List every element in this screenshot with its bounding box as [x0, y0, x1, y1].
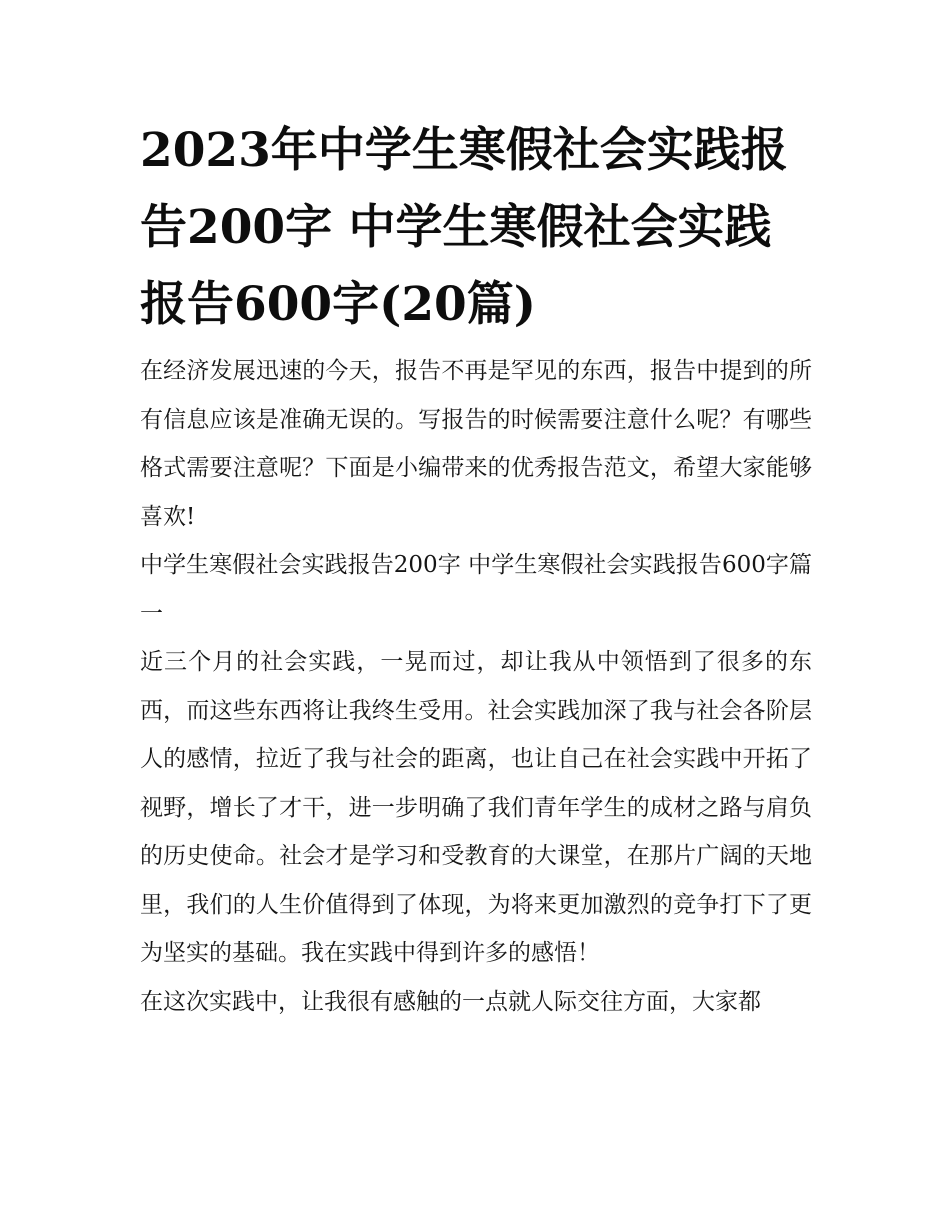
section-heading: 中学生寒假社会实践报告200字 中学生寒假社会实践报告600字篇一 [140, 552, 812, 627]
document-title: 2023年中学生寒假社会实践报告200字 中学生寒假社会实践报告600字(20篇) [140, 123, 788, 332]
document-page [140, 112, 812, 1026]
intro-paragraph: 在经济发展迅速的今天，报告不再是罕见的东西，报告中提到的所有信息应该是准确无误的。写报告的时候需要注意什么呢？有哪些格式需要注意呢？下面是小编带来的优秀报告范文，希望大家能够喜欢! [140, 358, 812, 530]
body-paragraph: 在这次实践中，让我很有感触的一点就人际交往方面，大家都 [140, 988, 761, 1015]
body-paragraph: 近三个月的社会实践，一晃而过，却让我从中领悟到了很多的东西，而这些东西将让我终生受用。社会实践加深了我与社会各阶层人的感情，拉近了我与社会的距离，也让自己在社会实践中开拓了视野，增长了才干，进一步明确了我们青年学生的成材之路与肩负的历史使命。社会才是学习和受教育的大课堂，在那片广阔的天地里，我们的人生价值得到了体现，为将来更加激烈的竞争打下了更为坚实的基础。我在实践中得到许多的感悟！ [140, 649, 812, 966]
